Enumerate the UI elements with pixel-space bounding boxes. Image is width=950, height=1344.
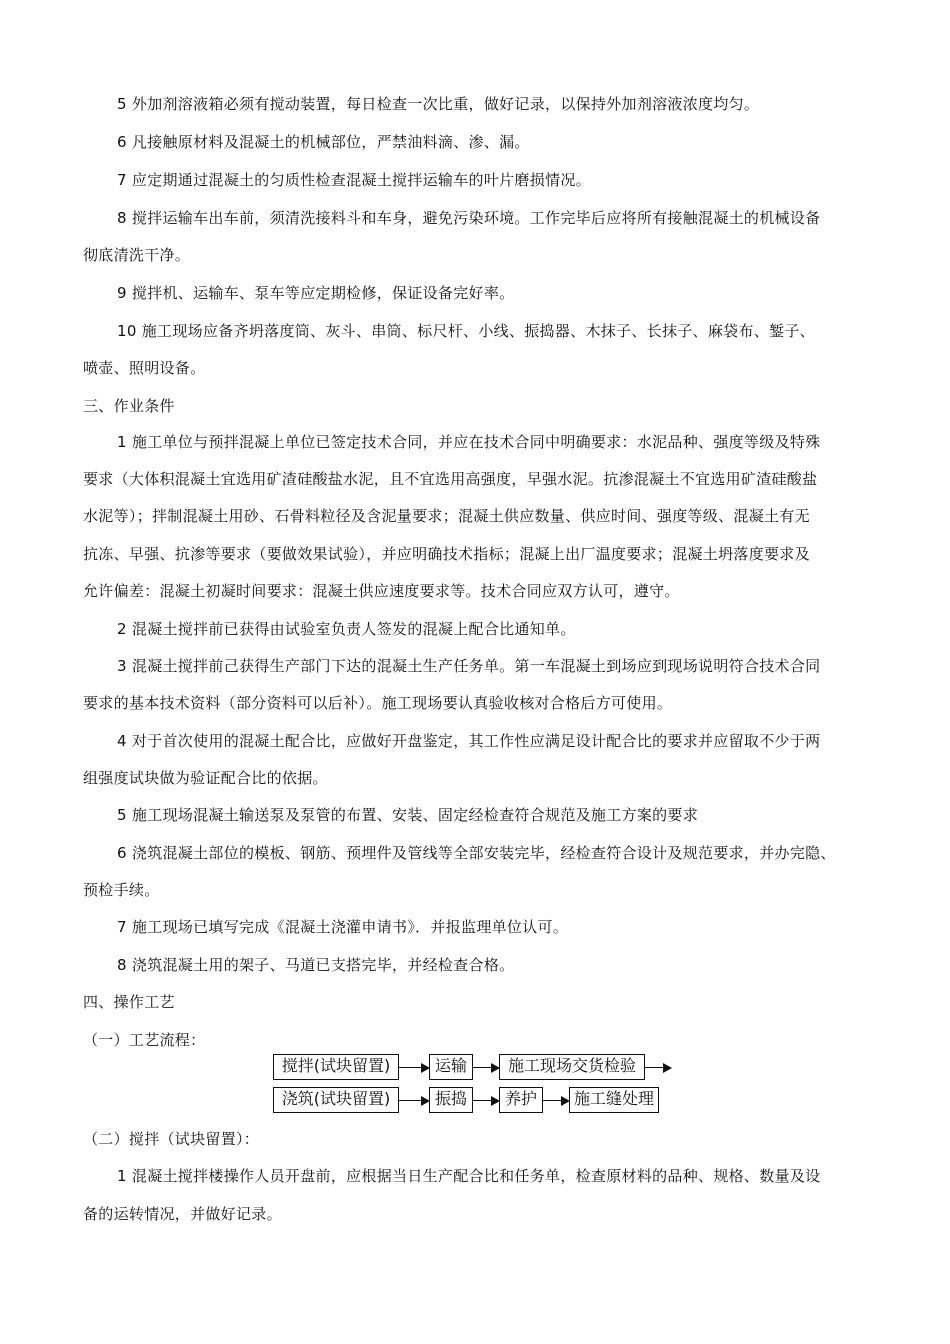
mixing-step-1-line-2: 备的运转情况，并做好记录。 <box>83 1205 282 1223</box>
condition-1-line-1: 1 施工单位与预拌混凝上单位已签定技术合同，并应在技术合同中明确要求：水泥品种、强度等级及特殊 <box>117 433 821 451</box>
paragraph-9: 9 搅拌机、运输车、泵车等应定期检修，保证设备完好率。 <box>117 284 515 302</box>
mixing-subheading: （二）搅拌（试块留置）： <box>83 1130 260 1148</box>
flow-arrow <box>473 1067 498 1068</box>
flow-step-mixing: 搅拌(试块留置) <box>273 1054 399 1080</box>
condition-6-line-2: 预检手续。 <box>83 881 160 899</box>
paragraph-8-line-2: 彻底清洗干净。 <box>83 246 191 264</box>
condition-2: 2 混凝土搅拌前已获得由试验室负责人签发的混凝上配合比通知单。 <box>117 620 576 638</box>
condition-7: 7 施工现场已填写完成《混凝土浇灌申请书》．并报监理单位认可。 <box>117 918 569 936</box>
paragraph-10-line-1: 10 施工现场应备齐坍落度筒、灰斗、串筒、标尺杆、小线、振捣器、木抹子、长抹子、麻袋布、錾子、 <box>117 322 815 340</box>
paragraph-6: 6 凡接触原材料及混凝土的机械部位，严禁油料滴、渗、漏。 <box>117 133 530 151</box>
paragraph-10-line-2: 喷壶、照明设备。 <box>83 359 206 377</box>
condition-3-line-2: 要求的基本技术资料（部分资料可以后补）。施工现场要认真验收核对合格后方可使用。 <box>83 694 673 712</box>
mixing-step-1-line-1: 1 混凝土搅拌楼操作人员开盘前，应根据当日生产配合比和任务单，检查原材料的品种、规格、数量及设 <box>117 1167 821 1185</box>
condition-4-line-2: 组强度试块做为验证配合比的依据。 <box>83 769 328 787</box>
flow-step-vibrating: 振捣 <box>429 1087 473 1113</box>
flow-arrow <box>399 1067 428 1068</box>
flow-step-transport: 运输 <box>429 1054 473 1080</box>
section-4-heading: 四、操作工艺 <box>83 993 175 1011</box>
flow-arrow <box>543 1100 568 1101</box>
condition-1-line-3: 水泥等）；拌制混凝土用砂、石骨料粒径及含泥量要求；混凝土供应数量、供应时间、强度等级、混凝土有无 <box>83 507 810 525</box>
flow-arrow <box>645 1067 670 1068</box>
flow-arrow <box>473 1100 498 1101</box>
flow-step-curing: 养护 <box>499 1087 543 1113</box>
condition-1-line-4: 抗冻、早强、抗渗等要求（要做效果试验），并应明确技术指标；混凝上出厂温度要求；混凝土坍落度要求及 <box>83 545 810 563</box>
paragraph-8-line-1: 8 搅拌运输车出车前，须清洗接料斗和车身，避免污染环境。工作完毕后应将所有接触混凝土的机械设备 <box>117 209 821 227</box>
flow-step-pouring: 浇筑(试块留置) <box>273 1087 399 1113</box>
flow-arrow <box>399 1100 428 1101</box>
condition-3-line-1: 3 混凝土搅拌前己获得生产部门下达的混凝土生产任务单。第一车混凝土到场应到现场说明符合技术合同 <box>117 657 821 675</box>
paragraph-5: 5 外加剂溶液箱必须有搅动装置，每日检查一次比重，做好记录，以保持外加剂溶液浓度均匀。 <box>117 95 760 113</box>
condition-1-line-5: 允许偏差：混凝土初凝时间要求：混凝土供应速度要求等。技术合同应双方认可，遵守。 <box>83 582 680 600</box>
condition-8: 8 浇筑混凝土用的架子、马道已支搭完毕，并经检查合格。 <box>117 956 515 974</box>
section-3-heading: 三、作业条件 <box>83 397 175 415</box>
process-flow-subheading: （一）工艺流程： <box>83 1031 206 1049</box>
condition-1-line-2: 要求（大体积混凝土宜选用矿渣硅酸盐水泥，且不宜选用高强度，早强水泥。抗渗混凝土不宜选用矿渣硅酸盐 <box>83 470 818 488</box>
flow-step-joint-treatment: 施工缝处理 <box>569 1087 659 1113</box>
condition-5: 5 施工现场混凝土输送泵及泵管的布置、安装、固定经检查符合规范及施工方案的要求 <box>117 806 699 824</box>
condition-4-line-1: 4 对于首次使用的混凝土配合比，应做好开盘鉴定，其工作性应满足设计配合比的要求并应留取不少于两 <box>117 732 821 750</box>
flow-step-site-inspection: 施工现场交货检验 <box>499 1054 645 1080</box>
paragraph-7: 7 应定期通过混凝土的匀质性检查混凝土搅拌运输车的叶片磨损情况。 <box>117 171 591 189</box>
condition-6-line-1: 6 浇筑混凝土部位的模板、钢筋、预埋件及管线等全部安装完毕，经检查符合设计及规范要求，并办完隐、 <box>117 844 836 862</box>
